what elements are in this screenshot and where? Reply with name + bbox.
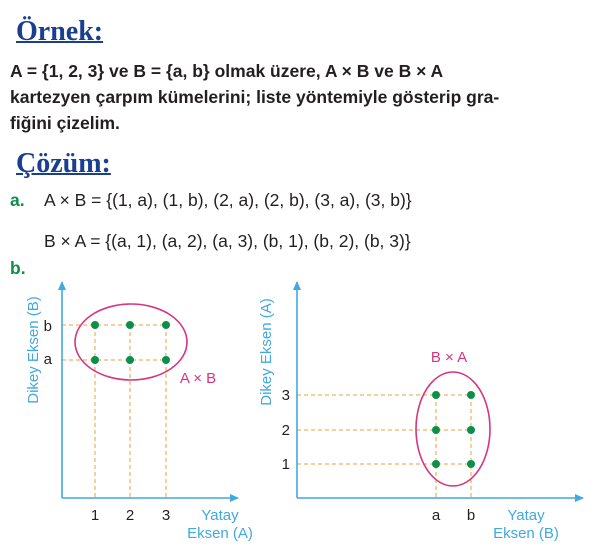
y-axis-label: Dikey Eksen (B) [25, 296, 42, 404]
y-tick-a: a [43, 351, 52, 368]
point-a3 [432, 391, 440, 399]
point-2b [126, 321, 134, 329]
x-axis-label-line1: Yatay [201, 507, 239, 524]
point-1a [91, 356, 99, 364]
x-tick-1: 1 [90, 507, 100, 524]
point-3a [162, 356, 170, 364]
x-axis-label-line1: Yatay [507, 507, 545, 524]
y-tick-2: 2 [281, 422, 290, 439]
part-b-marker: b. [10, 258, 26, 278]
solution-title: Çözüm: [16, 148, 111, 179]
graph-axb [25, 282, 253, 542]
x-tick-2: 2 [125, 507, 135, 524]
problem-line: A = {1, 2, 3} ve B = {a, b} olmak üzere, A × B ve B × A [10, 61, 444, 81]
set-label: B × A [430, 349, 468, 366]
set-ellipse [75, 304, 187, 380]
y-tick-1: 1 [281, 456, 290, 473]
point-a2 [432, 426, 440, 434]
point-3b [162, 321, 170, 329]
x-tick-b: b [466, 507, 476, 524]
x-tick-a: a [431, 507, 441, 524]
y-tick-3: 3 [281, 387, 290, 404]
guide-lines [62, 325, 166, 498]
x-axis-label-line2: Eksen (A) [187, 525, 253, 542]
point-b2 [467, 426, 475, 434]
set-label: A × B [179, 370, 217, 387]
part-a-marker: a. [10, 190, 25, 210]
graph-bxa [258, 282, 583, 542]
point-a1 [432, 460, 440, 468]
point-b1 [467, 460, 475, 468]
set-ellipse [416, 372, 490, 486]
point-b3 [467, 391, 475, 399]
guide-lines [297, 395, 471, 498]
point-2a [126, 356, 134, 364]
x-tick-3: 3 [161, 507, 171, 524]
axb-list: A × B = {(1, a), (1, b), (2, a), (2, b), (3, a), (3, b)} [44, 190, 412, 210]
y-tick-b: b [43, 318, 52, 335]
point-1b [91, 321, 99, 329]
problem-line: kartezyen çarpım kümelerini; liste yöntemiyle gösterip gra- [10, 87, 500, 107]
example-title: Örnek: [16, 16, 104, 47]
problem-line: fiğini çizelim. [10, 113, 120, 133]
x-axis-label-line2: Eksen (B) [493, 525, 559, 542]
bxa-list: B × A = {(a, 1), (a, 2), (a, 3), (b, 1), (b, 2), (b, 3)} [44, 231, 411, 251]
y-axis-label: Dikey Eksen (A) [258, 298, 275, 406]
